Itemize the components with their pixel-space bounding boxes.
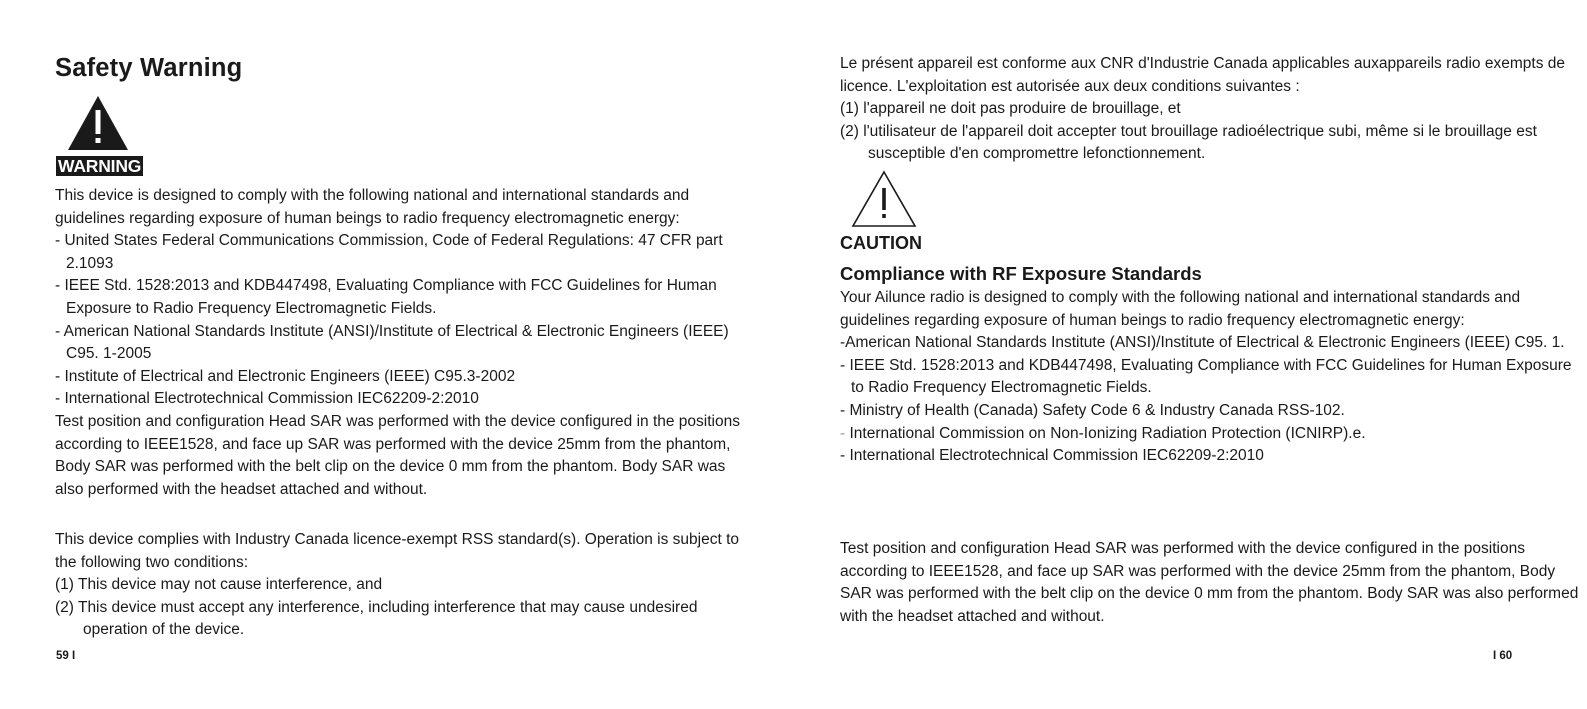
intro-paragraph: Your Ailunce radio is designed to comply with the following national and international standards and guidelines regarding exposure of human beings to radio frequency electromagnetic energy: xyxy=(840,289,1521,329)
standard-item-icnirp xyxy=(840,423,1580,446)
caution-triangle-icon xyxy=(851,170,917,228)
page-number: 59 I xyxy=(56,650,76,662)
rf-standards-section xyxy=(840,287,1580,468)
test-position-section xyxy=(840,538,1580,628)
ic-intro-paragraph: This device complies with Industry Canada licence-exempt RSS standard(s). Operation is subject to the following two conditions: xyxy=(55,531,740,571)
test-position-paragraph: Test position and configuration Head SAR was performed with the device configured in the positions according to IEEE1528, and face up SAR was performed with the device 25mm from the phantom, Body SAR was performed with the belt clip on the device 0 mm from the phantom. Body SAR was also performed with the headset attached and without. xyxy=(55,412,740,498)
faint-dash: - xyxy=(840,424,846,442)
standard-item: - International Electrotechnical Commission IEC62209-2:2010 xyxy=(840,447,1264,465)
condition-item: (1) This device may not cause interference, and xyxy=(55,576,383,594)
page-title: Safety Warning xyxy=(55,54,243,82)
icnirp-text: International Commission on Non-Ionizing Radiation Protection (ICNIRP).e. xyxy=(845,424,1366,442)
standard-item: - International Electrotechnical Commission IEC62209-2:2010 xyxy=(55,390,479,408)
standard-item: - Institute of Electrical and Electronic Engineers (IEEE) C95.3-2002 xyxy=(55,367,516,385)
standard-item: - IEEE Std. 1528:2013 and KDB447498, Evaluating Compliance with FCC Guidelines for Human Exposure to Radio Frequency Electromagnetic Fields. xyxy=(55,277,717,317)
fr-condition-item: (2) l'utilisateur de l'appareil doit accepter tout brouillage radioélectrique subi, même si le brouillage est susceptible d'en compromettre lefonctionnement. xyxy=(840,122,1537,163)
section-subtitle: Compliance with RF Exposure Standards xyxy=(840,263,1202,284)
standard-item: - American National Standards Institute (ANSI)/Institute of Electrical & Electronic Engineers (IEEE) C95. 1-2005 xyxy=(55,322,729,363)
french-ic-section xyxy=(840,53,1580,166)
rf-compliance-section xyxy=(55,185,755,501)
page-number: I 60 xyxy=(1493,650,1513,662)
warning-label: WARNING xyxy=(58,156,142,176)
standard-item: -American National Standards Institute (ANSI)/Institute of Electrical & Electronic Engineers (IEEE) C95. 1. xyxy=(840,334,1565,352)
standard-item: - Ministry of Health (Canada) Safety Code 6 & Industry Canada RSS-102. xyxy=(840,401,1345,419)
caution-label: CAUTION xyxy=(840,233,922,253)
standard-item: - United States Federal Communications Commission, Code of Federal Regulations: 47 CFR part 2.1093 xyxy=(55,232,723,272)
industry-canada-section xyxy=(55,529,755,642)
condition-item: (2) This device must accept any interference, including interference that may cause undesired operation of the device. xyxy=(55,598,698,639)
fr-intro-paragraph: Le présent appareil est conforme aux CNR d'Industrie Canada applicables auxappareils radio exempts de licence. L'exploitation est autorisée aux deux conditions suivantes : xyxy=(840,55,1565,95)
right-page xyxy=(793,0,1587,709)
intro-paragraph: This device is designed to comply with the following national and international standards and guidelines regarding exposure of human beings to radio frequency electromagnetic energy: xyxy=(55,187,690,227)
left-page xyxy=(0,0,793,709)
test-position-paragraph: Test position and configuration Head SAR was performed with the device configured in the positions according to IEEE1528, and face up SAR was performed with the device 25mm from the phantom, Body SAR was performed with the belt clip on the device 0 mm from the phantom. Body SAR was also performed with the headset attached and without. xyxy=(840,540,1579,625)
warning-triangle-icon xyxy=(67,95,129,151)
fr-condition-item: (1) l'appareil ne doit pas produire de brouillage, et xyxy=(840,100,1181,118)
standard-item: - IEEE Std. 1528:2013 and KDB447498, Evaluating Compliance with FCC Guidelines for Human Exposure to Radio Frequency Electromagnetic Fields. xyxy=(840,356,1572,397)
